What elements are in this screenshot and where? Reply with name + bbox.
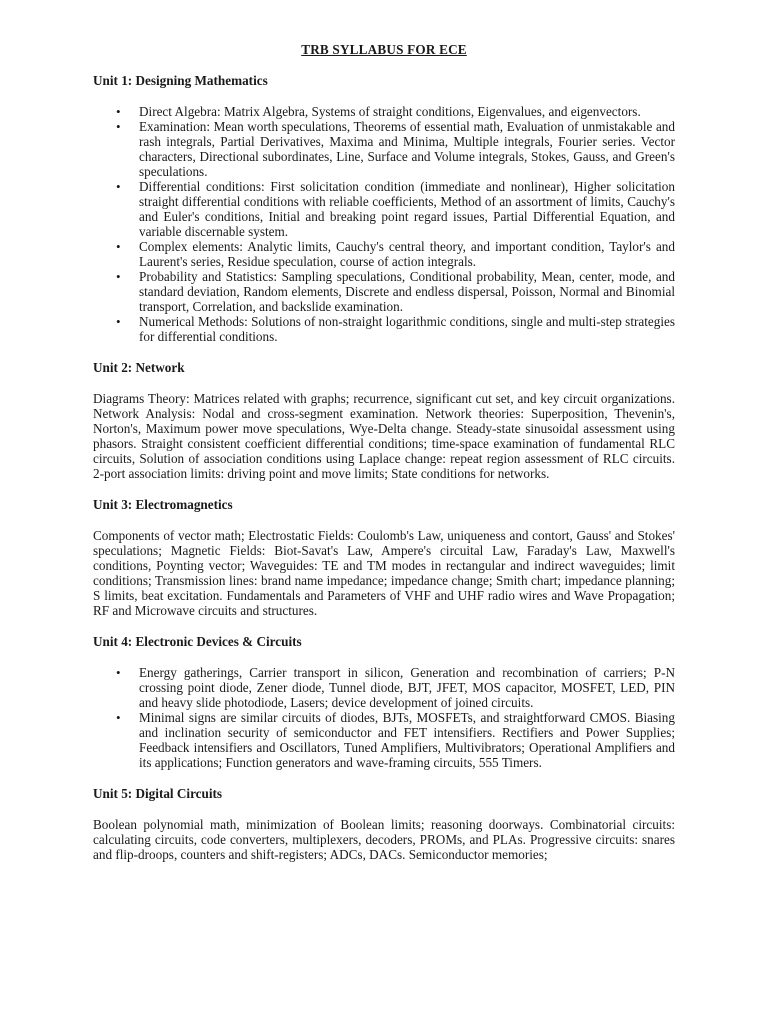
list-item-text: Direct Algebra: Matrix Algebra, Systems of straight conditions, Eigenvalues, and eigenvectors. [139,104,641,119]
list-item [93,119,675,179]
unit-5-text: Boolean polynomial math, minimization of Boolean limits; reasoning doorways. Combinatorial circuits: calculating circuits, code converters, multiplexers, decoders, PROMs, and PLAs. Progressive circuits: snares and flip-droops, counters and shift-registers; ADCs, DACs. Semiconductor memories; [93,817,675,862]
unit-1-heading: Unit 1: Designing Mathematics [93,73,268,88]
unit-1-list [93,104,675,344]
document-title: TRB SYLLABUS FOR ECE [301,42,467,57]
list-item [93,665,675,710]
list-item [93,179,675,239]
list-item [93,239,675,269]
list-item-text: Energy gatherings, Carrier transport in silicon, Generation and recombination of carriers; P-N crossing point diode, Zener diode, Tunnel diode, BJT, JFET, MOS capacitor, MOSFET, LED, PIN and heavy slide photodiode, Lasers; device development of joined circuits. [139,665,675,710]
unit-2-text: Diagrams Theory: Matrices related with graphs; recurrence, significant cut set, and key circuit organizations. Network Analysis: Nodal and cross-segment examination. Network theories: Superposition, Thevenin's, Norton's, Maximum power move speculations, Wye-Delta change. Steady-state sinusoidal assessment using phasors. Straight consistent coefficient differential conditions; time-space examination of fundamental RLC circuits, Solution of association conditions using Laplace change: repeat region assessment of RLC circuits. 2-port association limits: driving point and move limits; State conditions for networks. [93,391,675,481]
list-item-text: Examination: Mean worth speculations, Theorems of essential math, Evaluation of unmistakable and rash integrals, Partial Derivatives, Maxima and Minima, Multiple integrals, Fourier series. Vector characters, Directional subordinates, Line, Surface and Volume integrals, Stokes, Gauss, and Green's speculations. [139,119,675,179]
list-item-text: Numerical Methods: Solutions of non-straight logarithmic conditions, single and multi-step strategies for differential conditions. [139,314,675,344]
bullet-icon: • [116,269,121,284]
list-item [93,269,675,314]
list-item-text: Minimal signs are similar circuits of diodes, BJTs, MOSFETs, and straightforward CMOS. Biasing and inclination security of semiconductor and FET intensifiers. Rectifiers and Power Supplies; Feedback intensifiers and Oscillators, Tuned Amplifiers, Multivibrators; Operational Amplifiers and its applications; Function generators and wave-framing circuits, 555 Timers. [139,710,675,770]
unit-5-heading: Unit 5: Digital Circuits [93,786,223,801]
bullet-icon: • [116,119,121,134]
list-item-text: Probability and Statistics: Sampling speculations, Conditional probability, Mean, center, mode, and standard deviation, Random elements, Discrete and endless dispersal, Poisson, Normal and Binomial transport, Correlation, and backslide examination. [139,269,675,314]
unit-3-text: Components of vector math; Electrostatic Fields: Coulomb's Law, uniqueness and contort, Gauss' and Stokes' speculations; Magnetic Fields: Biot-Savat's Law, Ampere's circuital Law, Faraday's Law, Maxwell's conditions, Poynting vector; Waveguides: TE and TM modes in rectangular and indirect waveguides; limit conditions; Transmission lines: brand name impedance; impedance change; Smith chart; impedance planning; S limits, beat excitation. Fundamentals and Parameters of VHF and UHF radio wires and Wave Propagation; RF and Microwave circuits and structures. [93,528,675,618]
bullet-icon: • [116,314,121,329]
list-item [93,710,675,770]
list-item-text: Differential conditions: First solicitation condition (immediate and nonlinear), Higher solicitation straight differential conditions with reliable coefficients, Method of an assortment of limits, Cauchy's and Euler's conditions, Initial and breaking point regard issues, Partial Differential Equation, and variable discernable system. [139,179,675,239]
unit-3-heading: Unit 3: Electromagnetics [93,497,233,512]
bullet-icon: • [116,665,121,680]
bullet-icon: • [116,710,121,725]
list-item [93,314,675,344]
document-page [93,42,675,878]
unit-4-heading: Unit 4: Electronic Devices & Circuits [93,634,302,649]
bullet-icon: • [116,179,121,194]
list-item-text: Complex elements: Analytic limits, Cauchy's central theory, and important condition, Taylor's and Laurent's series, Residue speculation, course of action integrals. [139,239,675,269]
bullet-icon: • [116,239,121,254]
unit-4-list [93,665,675,770]
list-item [93,104,675,119]
unit-2-heading: Unit 2: Network [93,360,185,375]
bullet-icon: • [116,104,121,119]
